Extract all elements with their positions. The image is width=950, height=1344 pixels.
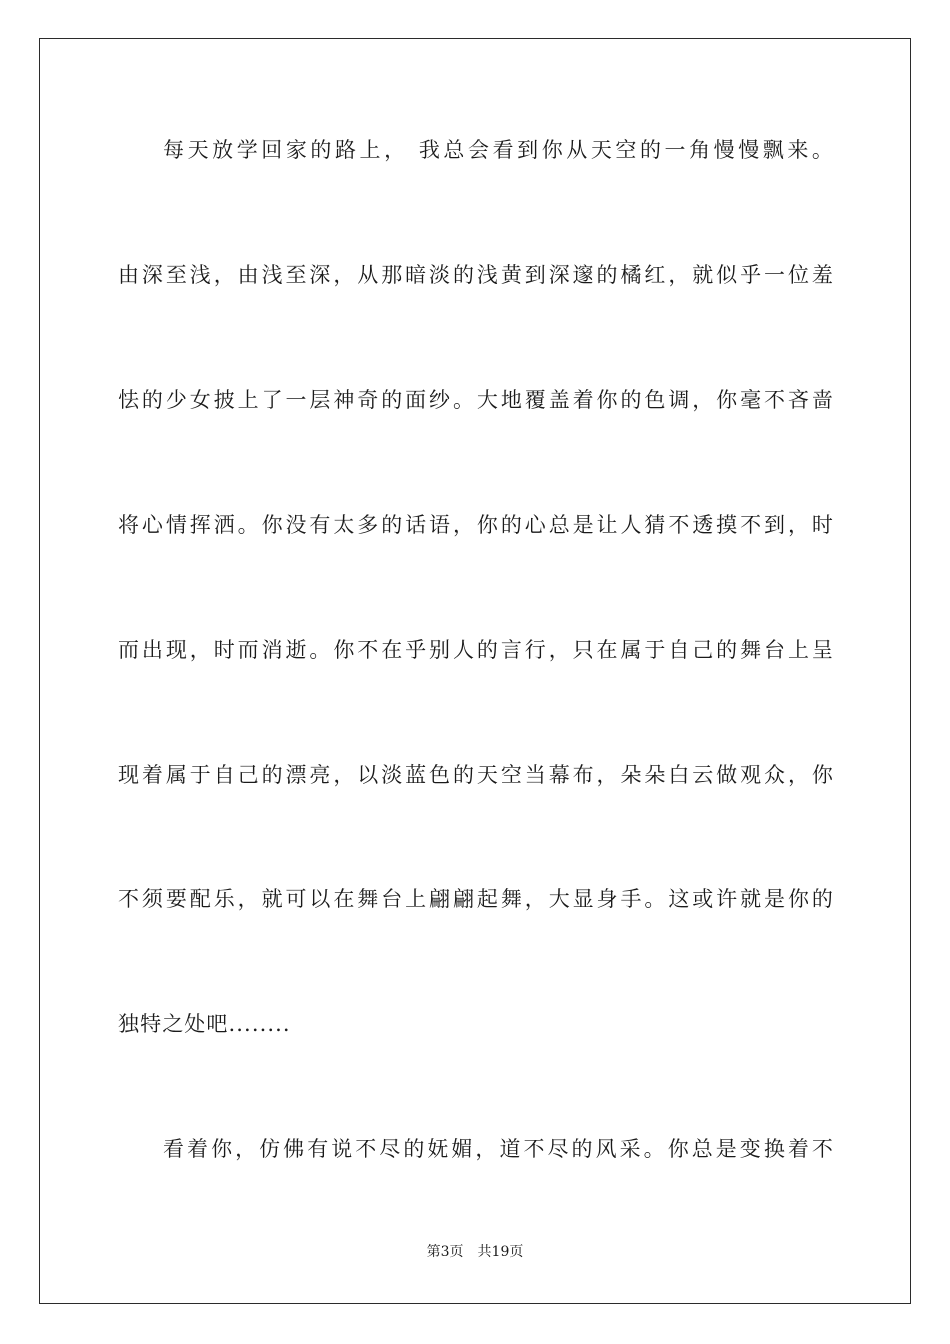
total-pages: 共19页 [477, 1244, 524, 1260]
paragraph-line: 每天放学回家的路上， 我总会看到你从天空的一角慢慢飘来。 [163, 138, 834, 162]
page-number: 第3页 [426, 1244, 464, 1260]
paragraph-line: 怯的少女披上了一层神奇的面纱。大地覆盖着你的色调，你毫不吝啬 [118, 388, 834, 412]
paragraph-line: 现着属于自己的漂亮，以淡蓝色的天空当幕布，朵朵白云做观众，你 [118, 763, 834, 787]
page-border [39, 38, 911, 1304]
paragraph-line: 独特之处吧........ [118, 1012, 291, 1036]
paragraph-line: 而出现，时而消逝。你不在乎别人的言行，只在属于自己的舞台上呈 [118, 638, 834, 662]
paragraph-line: 不须要配乐，就可以在舞台上翩翩起舞，大显身手。这或许就是你的 [118, 887, 834, 911]
page-footer [0, 1243, 950, 1261]
paragraph-line: 将心情挥洒。你没有太多的话语，你的心总是让人猜不透摸不到，时 [118, 513, 834, 537]
paragraph-line: 由深至浅，由浅至深，从那暗淡的浅黄到深邃的橘红，就似乎一位羞 [118, 263, 834, 287]
paragraph-line: 看着你，仿佛有说不尽的妩媚，道不尽的风采。你总是变换着不 [163, 1137, 834, 1161]
